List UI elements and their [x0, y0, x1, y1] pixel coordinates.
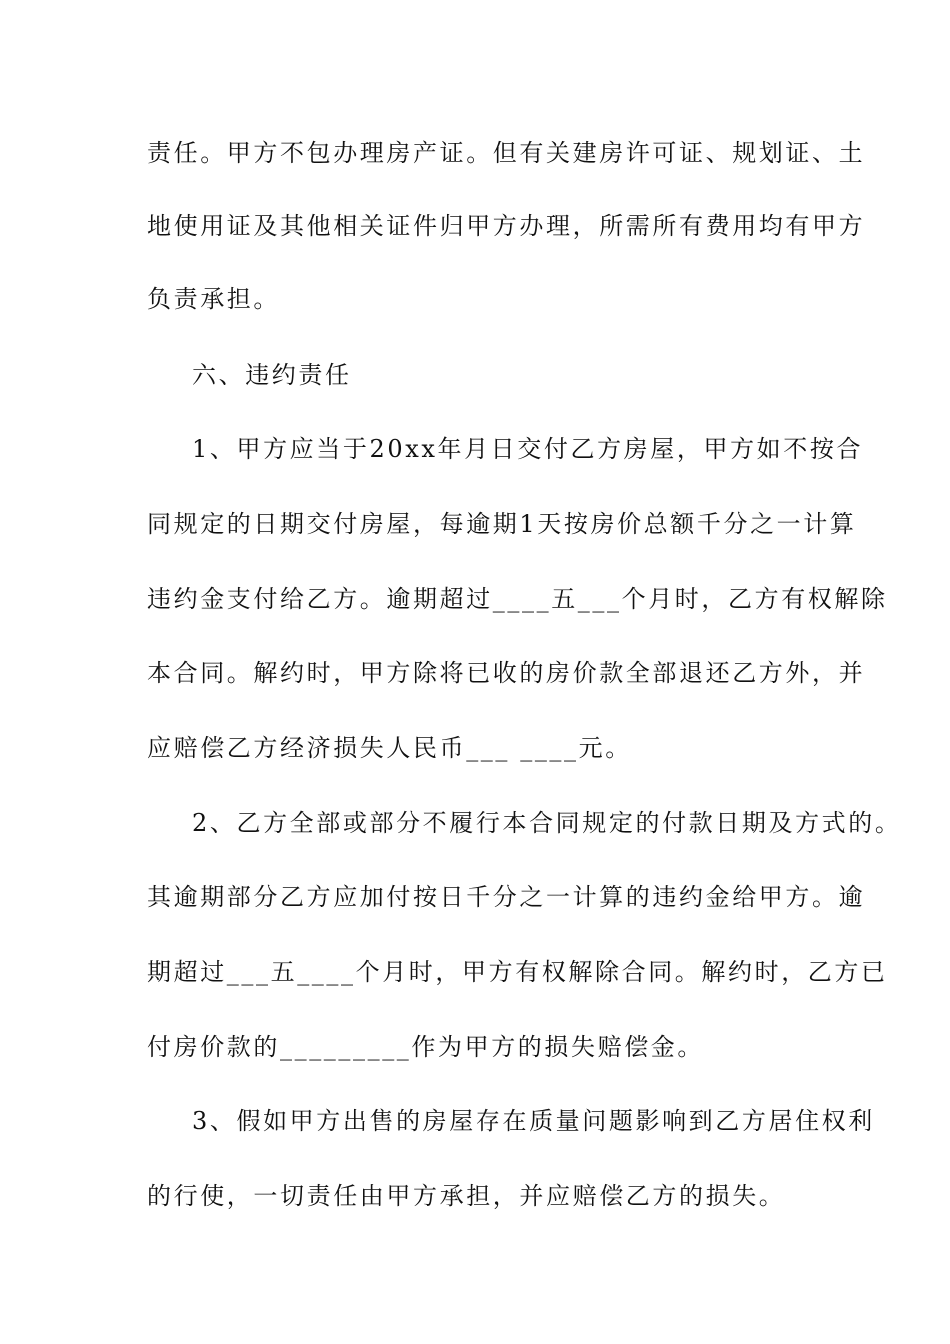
- text-line: 本合同。解约时，甲方除将已收的房价款全部退还乙方外，并: [147, 659, 866, 687]
- text-line: 应赔偿乙方经济损失人民币___ ____元。: [147, 734, 632, 762]
- text-line: 其逾期部分乙方应加付按日千分之一计算的违约金给甲方。逾: [147, 883, 866, 911]
- text-line: 期超过___五____个月时，甲方有权解除合同。解约时，乙方已: [147, 958, 888, 986]
- text-line: 责任。甲方不包办理房产证。但有关建房许可证、规划证、土: [147, 139, 866, 167]
- text-line: 付房价款的_________作为甲方的损失赔偿金。: [147, 1033, 704, 1061]
- text-line: 的行使，一切责任由甲方承担，并应赔偿乙方的损失。: [147, 1182, 786, 1210]
- text-line: 负责承担。: [147, 285, 280, 313]
- text-line: 1、甲方应当于20xx年月日交付乙方房屋，甲方如不按合: [192, 435, 864, 463]
- section-heading: 六、违约责任: [192, 361, 352, 389]
- text-line: 3、假如甲方出售的房屋存在质量问题影响到乙方居住权利: [192, 1107, 875, 1135]
- text-line: 地使用证及其他相关证件归甲方办理，所需所有费用均有甲方: [147, 212, 866, 240]
- text-line: 同规定的日期交付房屋，每逾期1天按房价总额千分之一计算: [147, 510, 857, 538]
- text-line: 2、乙方全部或部分不履行本合同规定的付款日期及方式的。: [192, 809, 902, 837]
- text-line: 违约金支付给乙方。逾期超过____五___个月时，乙方有权解除: [147, 585, 888, 613]
